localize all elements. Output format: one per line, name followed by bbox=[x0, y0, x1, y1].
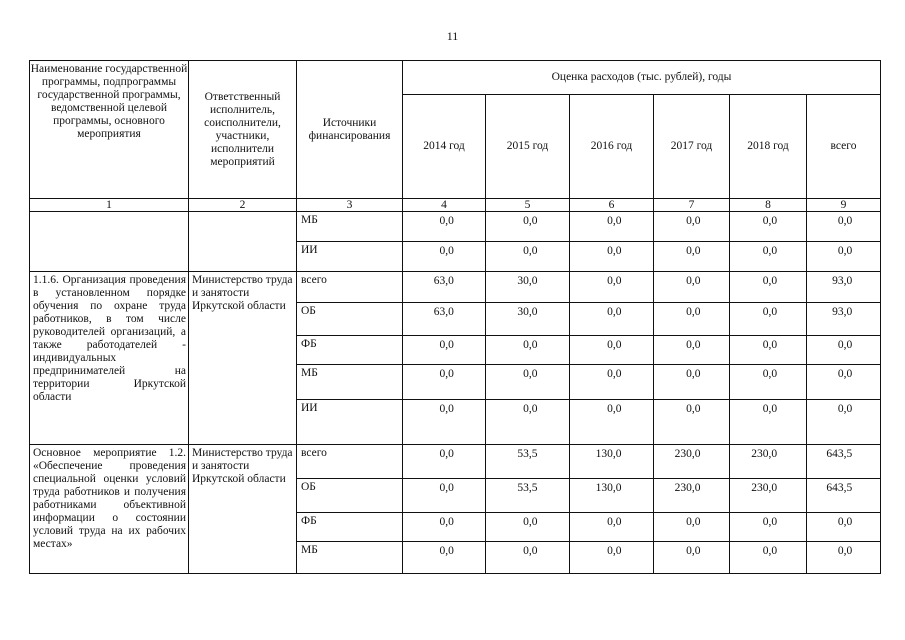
total-value-cell bbox=[807, 542, 881, 574]
value-text: 0,0 bbox=[523, 339, 538, 351]
year-value-cell bbox=[654, 212, 730, 242]
year-value-cell bbox=[403, 336, 486, 365]
value-text: 0,0 bbox=[607, 275, 622, 287]
header-expense-estimate bbox=[403, 61, 881, 95]
year-value-cell bbox=[486, 336, 570, 365]
value-text: 93,0 bbox=[832, 306, 853, 318]
year-value-cell bbox=[403, 542, 486, 574]
column-number: 6 bbox=[570, 199, 654, 212]
total-value-cell bbox=[807, 336, 881, 365]
value-text: 0,0 bbox=[607, 215, 622, 227]
header-program-name: Наименование государственной программы, подпрограммы государственной программы, ведомственной целевой программы, основного мероприятия bbox=[30, 61, 189, 199]
total-value-cell bbox=[807, 303, 881, 336]
value-text: 0,0 bbox=[686, 215, 701, 227]
funding-source-cell: МБ bbox=[297, 365, 403, 400]
responsible-cell: Министерство труда и занятости Иркутской области bbox=[189, 272, 297, 445]
value-text: 230,0 bbox=[674, 482, 701, 494]
value-text: 0,0 bbox=[439, 448, 454, 460]
table-row bbox=[30, 445, 881, 479]
value-text: 0,0 bbox=[686, 275, 701, 287]
value-text: 0,0 bbox=[439, 245, 454, 257]
total-value-cell bbox=[807, 513, 881, 542]
column-number: 5 bbox=[486, 199, 570, 212]
year-value-cell bbox=[730, 365, 807, 400]
column-number: 3 bbox=[297, 199, 403, 212]
value-text: 0,0 bbox=[686, 245, 701, 257]
total-value-cell bbox=[807, 272, 881, 303]
value-text: 0,0 bbox=[523, 245, 538, 257]
year-value-cell bbox=[486, 303, 570, 336]
header-expense-estimate-text: Оценка расходов (тыс. рублей), годы bbox=[551, 71, 732, 83]
year-value-cell bbox=[654, 542, 730, 574]
value-text: 0,0 bbox=[837, 545, 853, 557]
value-text: 0,0 bbox=[762, 275, 778, 287]
value-text: 53,5 bbox=[517, 448, 538, 460]
value-text: 0,0 bbox=[607, 339, 622, 351]
year-value-cell bbox=[403, 212, 486, 242]
value-text: 0,0 bbox=[607, 516, 622, 528]
value-text: 0,0 bbox=[762, 306, 778, 318]
total-value-cell bbox=[807, 445, 881, 479]
funding-source-cell: ИИ bbox=[297, 242, 403, 272]
total-value-cell bbox=[807, 365, 881, 400]
value-text: 0,0 bbox=[837, 516, 853, 528]
header-funding-source: Источники финансирования bbox=[297, 61, 403, 199]
value-text: 230,0 bbox=[751, 482, 778, 494]
value-text: 0,0 bbox=[523, 545, 538, 557]
expenses-table bbox=[29, 60, 881, 574]
value-text: 0,0 bbox=[523, 516, 538, 528]
total-value-cell bbox=[807, 400, 881, 445]
year-value-cell bbox=[570, 272, 654, 303]
value-text: 0,0 bbox=[439, 215, 454, 227]
year-value-cell bbox=[654, 445, 730, 479]
year-value-cell bbox=[654, 513, 730, 542]
year-value-cell bbox=[486, 400, 570, 445]
value-text: 130,0 bbox=[595, 482, 622, 494]
value-text: 0,0 bbox=[762, 245, 778, 257]
value-text: 0,0 bbox=[762, 516, 778, 528]
year-value-cell bbox=[730, 303, 807, 336]
year-value-cell bbox=[730, 336, 807, 365]
program-name-cell: Основное мероприятие 1.2. «Обеспечение проведения специальной оценки условий труда работников и получения работниками объективной информации о состоянии условий труда на их рабочих местах» bbox=[30, 445, 189, 574]
value-text: 0,0 bbox=[686, 339, 701, 351]
year-value-cell bbox=[730, 479, 807, 513]
value-text: 0,0 bbox=[523, 368, 538, 380]
value-text: 0,0 bbox=[837, 339, 853, 351]
program-name-cell bbox=[30, 212, 189, 272]
value-text: 0,0 bbox=[837, 403, 853, 415]
funding-source-cell: МБ bbox=[297, 212, 403, 242]
funding-source-cell: всего bbox=[297, 445, 403, 479]
value-text: 0,0 bbox=[439, 516, 454, 528]
value-text: 0,0 bbox=[686, 368, 701, 380]
value-text: 0,0 bbox=[607, 245, 622, 257]
value-text: 63,0 bbox=[433, 306, 454, 318]
value-text: 0,0 bbox=[686, 516, 701, 528]
year-value-cell bbox=[570, 212, 654, 242]
value-text: 0,0 bbox=[762, 545, 778, 557]
value-text: 0,0 bbox=[439, 339, 454, 351]
value-text: 230,0 bbox=[674, 448, 701, 460]
value-text: 0,0 bbox=[762, 339, 778, 351]
funding-source-cell: ОБ bbox=[297, 303, 403, 336]
funding-source-cell: ИИ bbox=[297, 400, 403, 445]
year-value-cell bbox=[403, 400, 486, 445]
year-value-cell bbox=[486, 445, 570, 479]
column-number: 2 bbox=[189, 199, 297, 212]
header-year: 2015 год bbox=[486, 95, 570, 199]
year-value-cell bbox=[486, 542, 570, 574]
header-total: всего bbox=[807, 95, 881, 199]
value-text: 0,0 bbox=[439, 482, 454, 494]
value-text: 0,0 bbox=[837, 368, 853, 380]
value-text: 0,0 bbox=[439, 545, 454, 557]
value-text: 0,0 bbox=[439, 368, 454, 380]
responsible-cell bbox=[189, 212, 297, 272]
header-year: 2016 год bbox=[570, 95, 654, 199]
value-text: 0,0 bbox=[607, 306, 622, 318]
header-year: 2014 год bbox=[403, 95, 486, 199]
value-text: 0,0 bbox=[762, 215, 778, 227]
column-number: 9 bbox=[807, 199, 881, 212]
value-text: 0,0 bbox=[686, 545, 701, 557]
column-number: 1 bbox=[30, 199, 189, 212]
responsible-cell: Министерство труда и занятости Иркутской области bbox=[189, 445, 297, 574]
year-value-cell bbox=[570, 513, 654, 542]
year-value-cell bbox=[654, 303, 730, 336]
funding-source-cell: ФБ bbox=[297, 336, 403, 365]
year-value-cell bbox=[403, 242, 486, 272]
year-value-cell bbox=[570, 479, 654, 513]
year-value-cell bbox=[570, 445, 654, 479]
value-text: 0,0 bbox=[607, 403, 622, 415]
year-value-cell bbox=[570, 336, 654, 365]
year-value-cell bbox=[486, 513, 570, 542]
year-value-cell bbox=[403, 303, 486, 336]
year-value-cell bbox=[486, 212, 570, 242]
value-text: 0,0 bbox=[837, 245, 853, 257]
year-value-cell bbox=[654, 242, 730, 272]
year-value-cell bbox=[730, 513, 807, 542]
value-text: 63,0 bbox=[433, 275, 454, 287]
year-value-cell bbox=[730, 212, 807, 242]
value-text: 0,0 bbox=[762, 368, 778, 380]
value-text: 130,0 bbox=[595, 448, 622, 460]
year-value-cell bbox=[654, 365, 730, 400]
value-text: 643,5 bbox=[826, 448, 853, 460]
funding-source-cell: ФБ bbox=[297, 513, 403, 542]
funding-source-cell: всего bbox=[297, 272, 403, 303]
total-value-cell bbox=[807, 479, 881, 513]
year-value-cell bbox=[570, 365, 654, 400]
year-value-cell bbox=[403, 365, 486, 400]
year-value-cell bbox=[570, 400, 654, 445]
year-value-cell bbox=[730, 400, 807, 445]
year-value-cell bbox=[730, 242, 807, 272]
year-value-cell bbox=[486, 479, 570, 513]
year-value-cell bbox=[570, 242, 654, 272]
year-value-cell bbox=[403, 513, 486, 542]
table-row bbox=[30, 212, 881, 242]
page-number: 11 bbox=[446, 29, 459, 43]
value-text: 30,0 bbox=[517, 275, 538, 287]
year-value-cell bbox=[654, 272, 730, 303]
funding-source-cell: МБ bbox=[297, 542, 403, 574]
program-name-cell: 1.1.6. Организация проведения в установленном порядке обучения по охране труда работников, в том числе руководителей организаций, а также работодателей - индивидуальных предпринимателей на территории Иркутской области bbox=[30, 272, 189, 445]
value-text: 0,0 bbox=[607, 368, 622, 380]
year-value-cell bbox=[403, 479, 486, 513]
year-value-cell bbox=[403, 445, 486, 479]
year-value-cell bbox=[730, 542, 807, 574]
year-value-cell bbox=[730, 272, 807, 303]
column-number: 7 bbox=[654, 199, 730, 212]
value-text: 30,0 bbox=[517, 306, 538, 318]
value-text: 53,5 bbox=[517, 482, 538, 494]
value-text: 0,0 bbox=[762, 403, 778, 415]
value-text: 643,5 bbox=[826, 482, 853, 494]
year-value-cell bbox=[486, 272, 570, 303]
year-value-cell bbox=[403, 272, 486, 303]
value-text: 0,0 bbox=[837, 215, 853, 227]
value-text: 0,0 bbox=[686, 306, 701, 318]
year-value-cell bbox=[654, 400, 730, 445]
table-row bbox=[30, 272, 881, 303]
year-value-cell bbox=[730, 445, 807, 479]
year-value-cell bbox=[654, 336, 730, 365]
year-value-cell bbox=[486, 365, 570, 400]
header-year: 2017 год bbox=[654, 95, 730, 199]
total-value-cell bbox=[807, 212, 881, 242]
header-responsible: Ответственный исполнитель, соисполнители, участники, исполнители мероприятий bbox=[189, 61, 297, 199]
year-value-cell bbox=[486, 242, 570, 272]
year-value-cell bbox=[570, 542, 654, 574]
value-text: 0,0 bbox=[686, 403, 701, 415]
year-value-cell bbox=[654, 479, 730, 513]
year-value-cell bbox=[570, 303, 654, 336]
column-number: 4 bbox=[403, 199, 486, 212]
header-year: 2018 год bbox=[730, 95, 807, 199]
funding-source-cell: ОБ bbox=[297, 479, 403, 513]
total-value-cell bbox=[807, 242, 881, 272]
value-text: 0,0 bbox=[523, 215, 538, 227]
column-number: 8 bbox=[730, 199, 807, 212]
value-text: 0,0 bbox=[607, 545, 622, 557]
value-text: 93,0 bbox=[832, 275, 853, 287]
value-text: 0,0 bbox=[439, 403, 454, 415]
value-text: 0,0 bbox=[523, 403, 538, 415]
value-text: 230,0 bbox=[751, 448, 778, 460]
